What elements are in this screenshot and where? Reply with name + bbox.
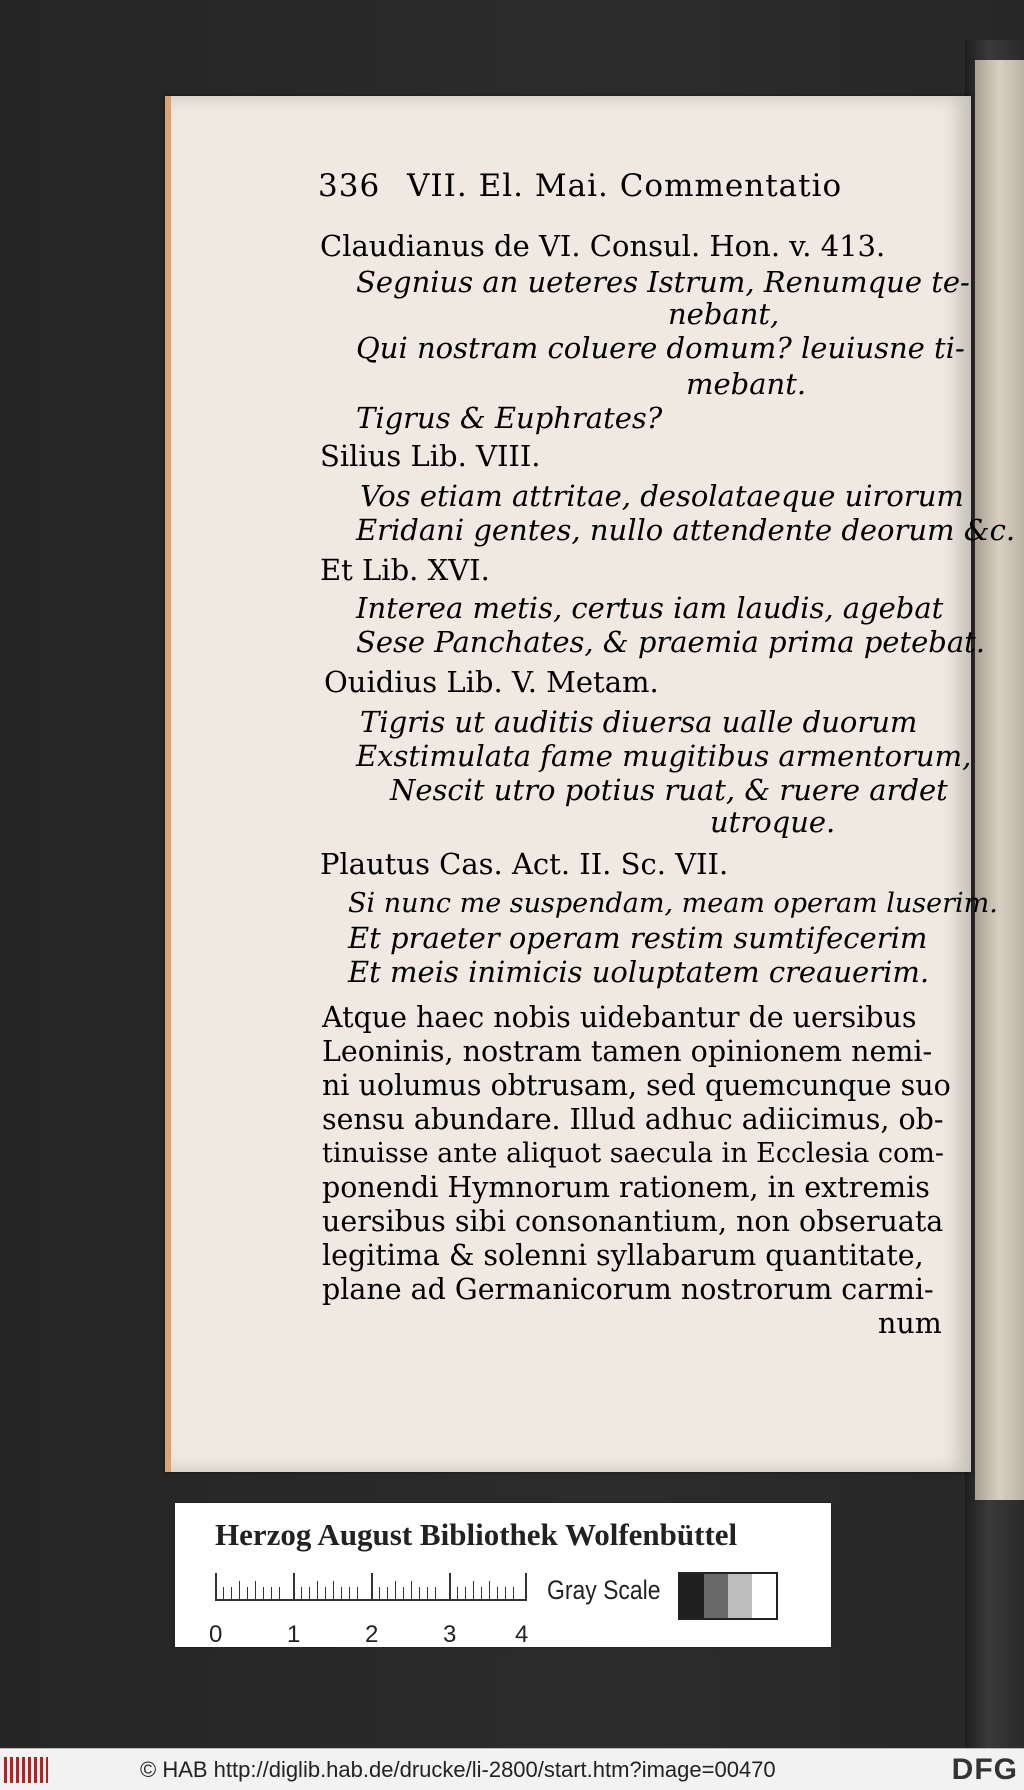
scale-number: 1 — [287, 1621, 301, 1648]
text-line: Interea metis, certus iam laudis, agebat — [356, 591, 944, 625]
hab-logo-icon[interactable] — [4, 1757, 48, 1783]
text-line: Claudianus de VI. Consul. Hon. v. 413. — [320, 229, 886, 263]
text-line: Sese Panchates, & praemia prima petebat. — [356, 625, 985, 659]
color-calibration-bar — [175, 1503, 831, 1647]
scale-number: 3 — [443, 1621, 457, 1648]
text-line: Nescit utro potius ruat, & ruere ardet — [390, 773, 948, 807]
dfg-logo[interactable]: DFG — [951, 1753, 1018, 1786]
text-line: Tigris ut auditis diuersa ualle duorum — [360, 705, 918, 739]
text-line: sensu abundare. Illud adhuc adiicimus, ob- — [322, 1103, 944, 1136]
page-header — [318, 168, 842, 204]
gray-swatch — [704, 1574, 728, 1618]
scale-number: 4 — [515, 1621, 529, 1648]
gray-swatch — [752, 1574, 776, 1618]
scale-number: 2 — [365, 1621, 379, 1648]
running-title: VII. El. Mai. Commentatio — [407, 168, 843, 204]
text-line: ponendi Hymnorum rationem, in extremis — [322, 1171, 930, 1204]
source-credit[interactable]: © HAB http://diglib.hab.de/drucke/li-2800/start.htm?image=00470 — [140, 1757, 776, 1782]
text-line: Et Lib. XVI. — [320, 553, 490, 587]
text-line: Eridani gentes, nullo attendente deorum &c. — [356, 513, 1016, 547]
text-line: Et praeter operam restim sumtifecerim — [348, 921, 928, 955]
text-line: Atque haec nobis uidebantur de uersibus — [322, 1001, 917, 1034]
gray-swatch — [680, 1574, 704, 1618]
gray-scale-swatches — [678, 1572, 778, 1620]
text-line: legitima & solenni syllabarum quantitate, — [322, 1239, 924, 1272]
facing-page-edge — [975, 60, 1024, 1500]
gray-scale-label: Gray Scale — [547, 1575, 661, 1605]
text-line: Vos etiam attritae, desolataeque uirorum — [360, 479, 964, 513]
page-number: 336 — [318, 168, 381, 204]
text-line: Qui nostram coluere domum? leuiusne ti- — [356, 331, 965, 365]
text-line: ni uolumus obtrusam, sed quemcunque suo — [322, 1069, 951, 1102]
text-line: Tigrus & Euphrates? — [356, 401, 663, 435]
text-line: nebant, — [668, 297, 780, 331]
footer-bar — [0, 1748, 1024, 1790]
text-line: Ouidius Lib. V. Metam. — [324, 665, 659, 699]
text-line: num — [878, 1307, 942, 1340]
text-line: Leoninis, nostram tamen opinionem nemi- — [322, 1035, 933, 1068]
text-line: Exstimulata fame mugitibus armentorum, — [356, 739, 972, 773]
text-line: Silius Lib. VIII. — [320, 439, 541, 473]
text-line: Segnius an ueteres Istrum, Renumque te- — [356, 265, 970, 299]
text-line: mebant. — [686, 367, 807, 401]
text-line: plane ad Germanicorum nostrorum carmi- — [322, 1273, 934, 1306]
text-line: tinuisse ante aliquot saecula in Ecclesia com- — [322, 1138, 945, 1169]
text-line: uersibus sibi consonantium, non obseruata — [322, 1205, 944, 1238]
scale-ruler — [215, 1573, 527, 1601]
text-line: utroque. — [710, 805, 836, 839]
scale-number: 0 — [209, 1621, 223, 1648]
gray-swatch — [728, 1574, 752, 1618]
text-line: Et meis inimicis uoluptatem creauerim. — [348, 955, 930, 989]
text-line: Si nunc me suspendam, meam operam luserim. — [348, 888, 998, 919]
text-line: Plautus Cas. Act. II. Sc. VII. — [320, 847, 729, 881]
library-name: Herzog August Bibliothek Wolfenbüttel — [215, 1517, 738, 1552]
